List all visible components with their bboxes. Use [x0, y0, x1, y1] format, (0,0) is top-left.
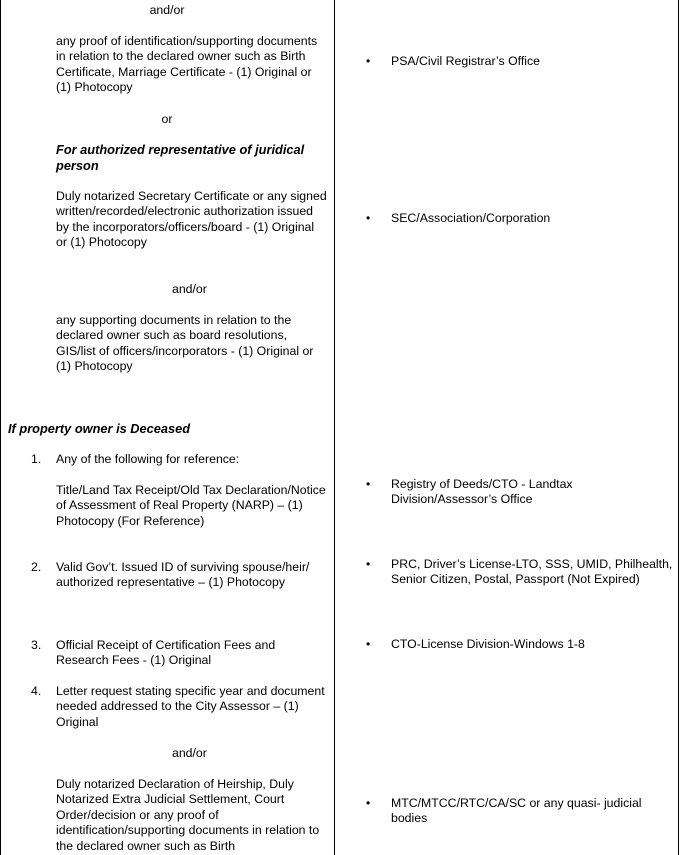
bullet-icon: • — [366, 477, 371, 491]
andor-label: and/or — [172, 746, 207, 760]
table-border-left — [0, 0, 1, 855]
column-divider — [334, 0, 335, 855]
bullet-icon: • — [366, 796, 371, 810]
source-item: PRC, Driver’s License-LTO, SSS, UMID, Philhealth, Senior Citizen, Postal, Passport (Not Expired) — [391, 557, 673, 587]
list-number: 4. — [31, 684, 42, 698]
bullet-icon: • — [366, 211, 371, 225]
or-label: or — [161, 112, 173, 126]
source-item: MTC/MTCC/RTC/CA/SC or any quasi- judicial bodies — [391, 796, 642, 826]
list-item-text: Official Receipt of Certification Fees and Research Fees - (1) Original — [56, 638, 276, 668]
juridical-heading: For authorized representative of juridical person — [56, 142, 305, 173]
deceased-heading: If property owner is Deceased — [8, 421, 191, 436]
andor-label: and/or — [172, 282, 207, 296]
source-item: SEC/Association/Corporation — [391, 211, 551, 225]
title-paragraph: Title/Land Tax Receipt/Old Tax Declaration/Notice of Assessment of Real Property (NARP) – (1) Photocopy (For Reference) — [56, 483, 326, 528]
list-number: 2. — [31, 560, 42, 574]
bullet-icon: • — [366, 557, 371, 571]
bullet-icon: • — [366, 54, 371, 68]
list-item-text: Any of the following for reference: — [56, 452, 240, 466]
bullet-icon: • — [366, 637, 371, 651]
list-number: 3. — [31, 638, 42, 652]
supporting-paragraph: any supporting documents in relation to the declared owner such as board resolutions, GIS/list of officers/incorporators - (1) Original or (1) Photocopy — [56, 313, 314, 374]
list-item-text: Letter request stating specific year and document needed addressed to the City Assessor – (1) Original — [56, 684, 325, 729]
source-item: CTO-License Division-Windows 1-8 — [391, 637, 585, 651]
list-item-text: Valid Gov’t. Issued ID of surviving spouse/heir/ authorized representative – (1) Photocopy — [56, 560, 310, 590]
table-border-right — [678, 0, 679, 855]
source-item: PSA/Civil Registrar’s Office — [391, 54, 540, 68]
andor-label: and/or — [149, 3, 185, 17]
source-item: Registry of Deeds/CTO - Landtax Division/Assessor’s Office — [391, 477, 573, 507]
heirship-paragraph: Duly notarized Declaration of Heirship, Duly Notarized Extra Judicial Settlement, Court Order/decision or any proof of identification/supporting documents in relation to the declared owner such as Birth — [56, 777, 320, 853]
list-number: 1. — [31, 452, 42, 466]
proof-paragraph: any proof of identification/supporting documents in relation to the declared owner such as Birth Certificate, Marriage Certificate - (1) Original or (1) Photocopy — [56, 34, 318, 95]
secretary-paragraph: Duly notarized Secretary Certificate or any signed written/recorded/electronic authorization issued by the incorporators/officers/board - (1) Original or (1) Photocopy — [56, 189, 327, 250]
